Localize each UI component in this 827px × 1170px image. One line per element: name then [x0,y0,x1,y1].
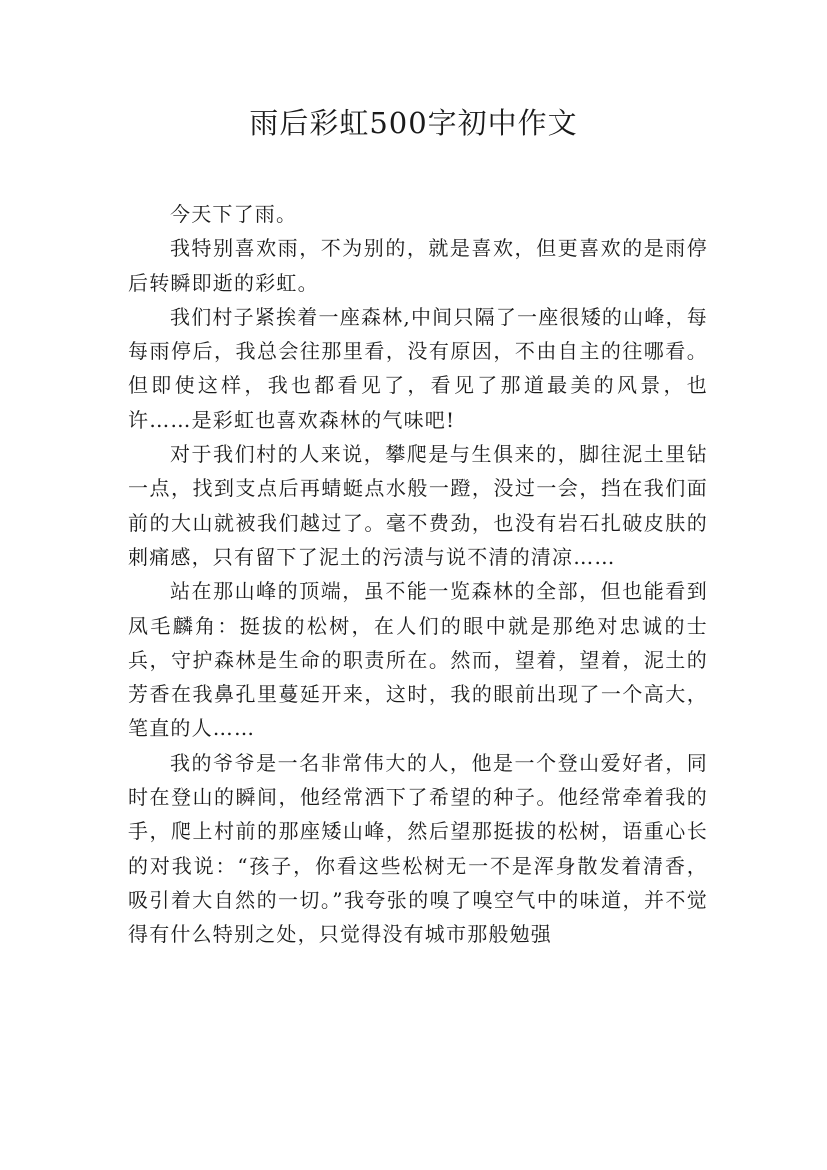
paragraph: 我们村子紧挨着一座森林,中间只隔了一座很矮的山峰，每每雨停后，我总会往那里看，没有原因，不由自主的往哪看。但即使这样，我也都看见了，看见了那道最美的风景，也许……是彩虹也喜欢森林的气味吧! [128,304,708,432]
paragraph: 对于我们村的人来说，攀爬是与生俱来的，脚往泥土里钻一点，找到支点后再蜻蜓点水般一蹬，没过一会，挡在我们面前的大山就被我们越过了。毫不费劲，也没有岩石扎破皮肤的刺痛感，只有留下了泥土的污渍与说不清的清凉…… [128,442,708,569]
paragraph: 站在那山峰的顶端，虽不能一览森林的全部，但也能看到凤毛麟角：挺拔的松树，在人们的眼中就是那绝对忠诚的士兵，守护森林是生命的职责所在。然而，望着，望着，泥土的芳香在我鼻孔里蔓延开来，这时，我的眼前出现了一个高大，笔直的人…… [128,579,708,741]
document-title: 雨后彩虹500字初中作文 [249,106,578,140]
paragraph: 我的爷爷是一名非常伟大的人，他是一个登山爱好者，同时在登山的瞬间，他经常洒下了希望的种子。他经常牵着我的手，爬上村前的那座矮山峰，然后望那挺拔的松树，语重心长的对我说：“孩子，你看这些松树无一不是浑身散发着清香，吸引着大自然的一切。”我夸张的嗅了嗅空气中的味道，并不觉得有什么特别之处，只觉得没有城市那般勉强 [128,750,708,947]
document-body [128,197,708,952]
paragraph: 今天下了雨。 [170,202,298,226]
paragraph: 我特别喜欢雨，不为别的，就是喜欢，但更喜欢的是雨停后转瞬即逝的彩虹。 [128,236,708,295]
